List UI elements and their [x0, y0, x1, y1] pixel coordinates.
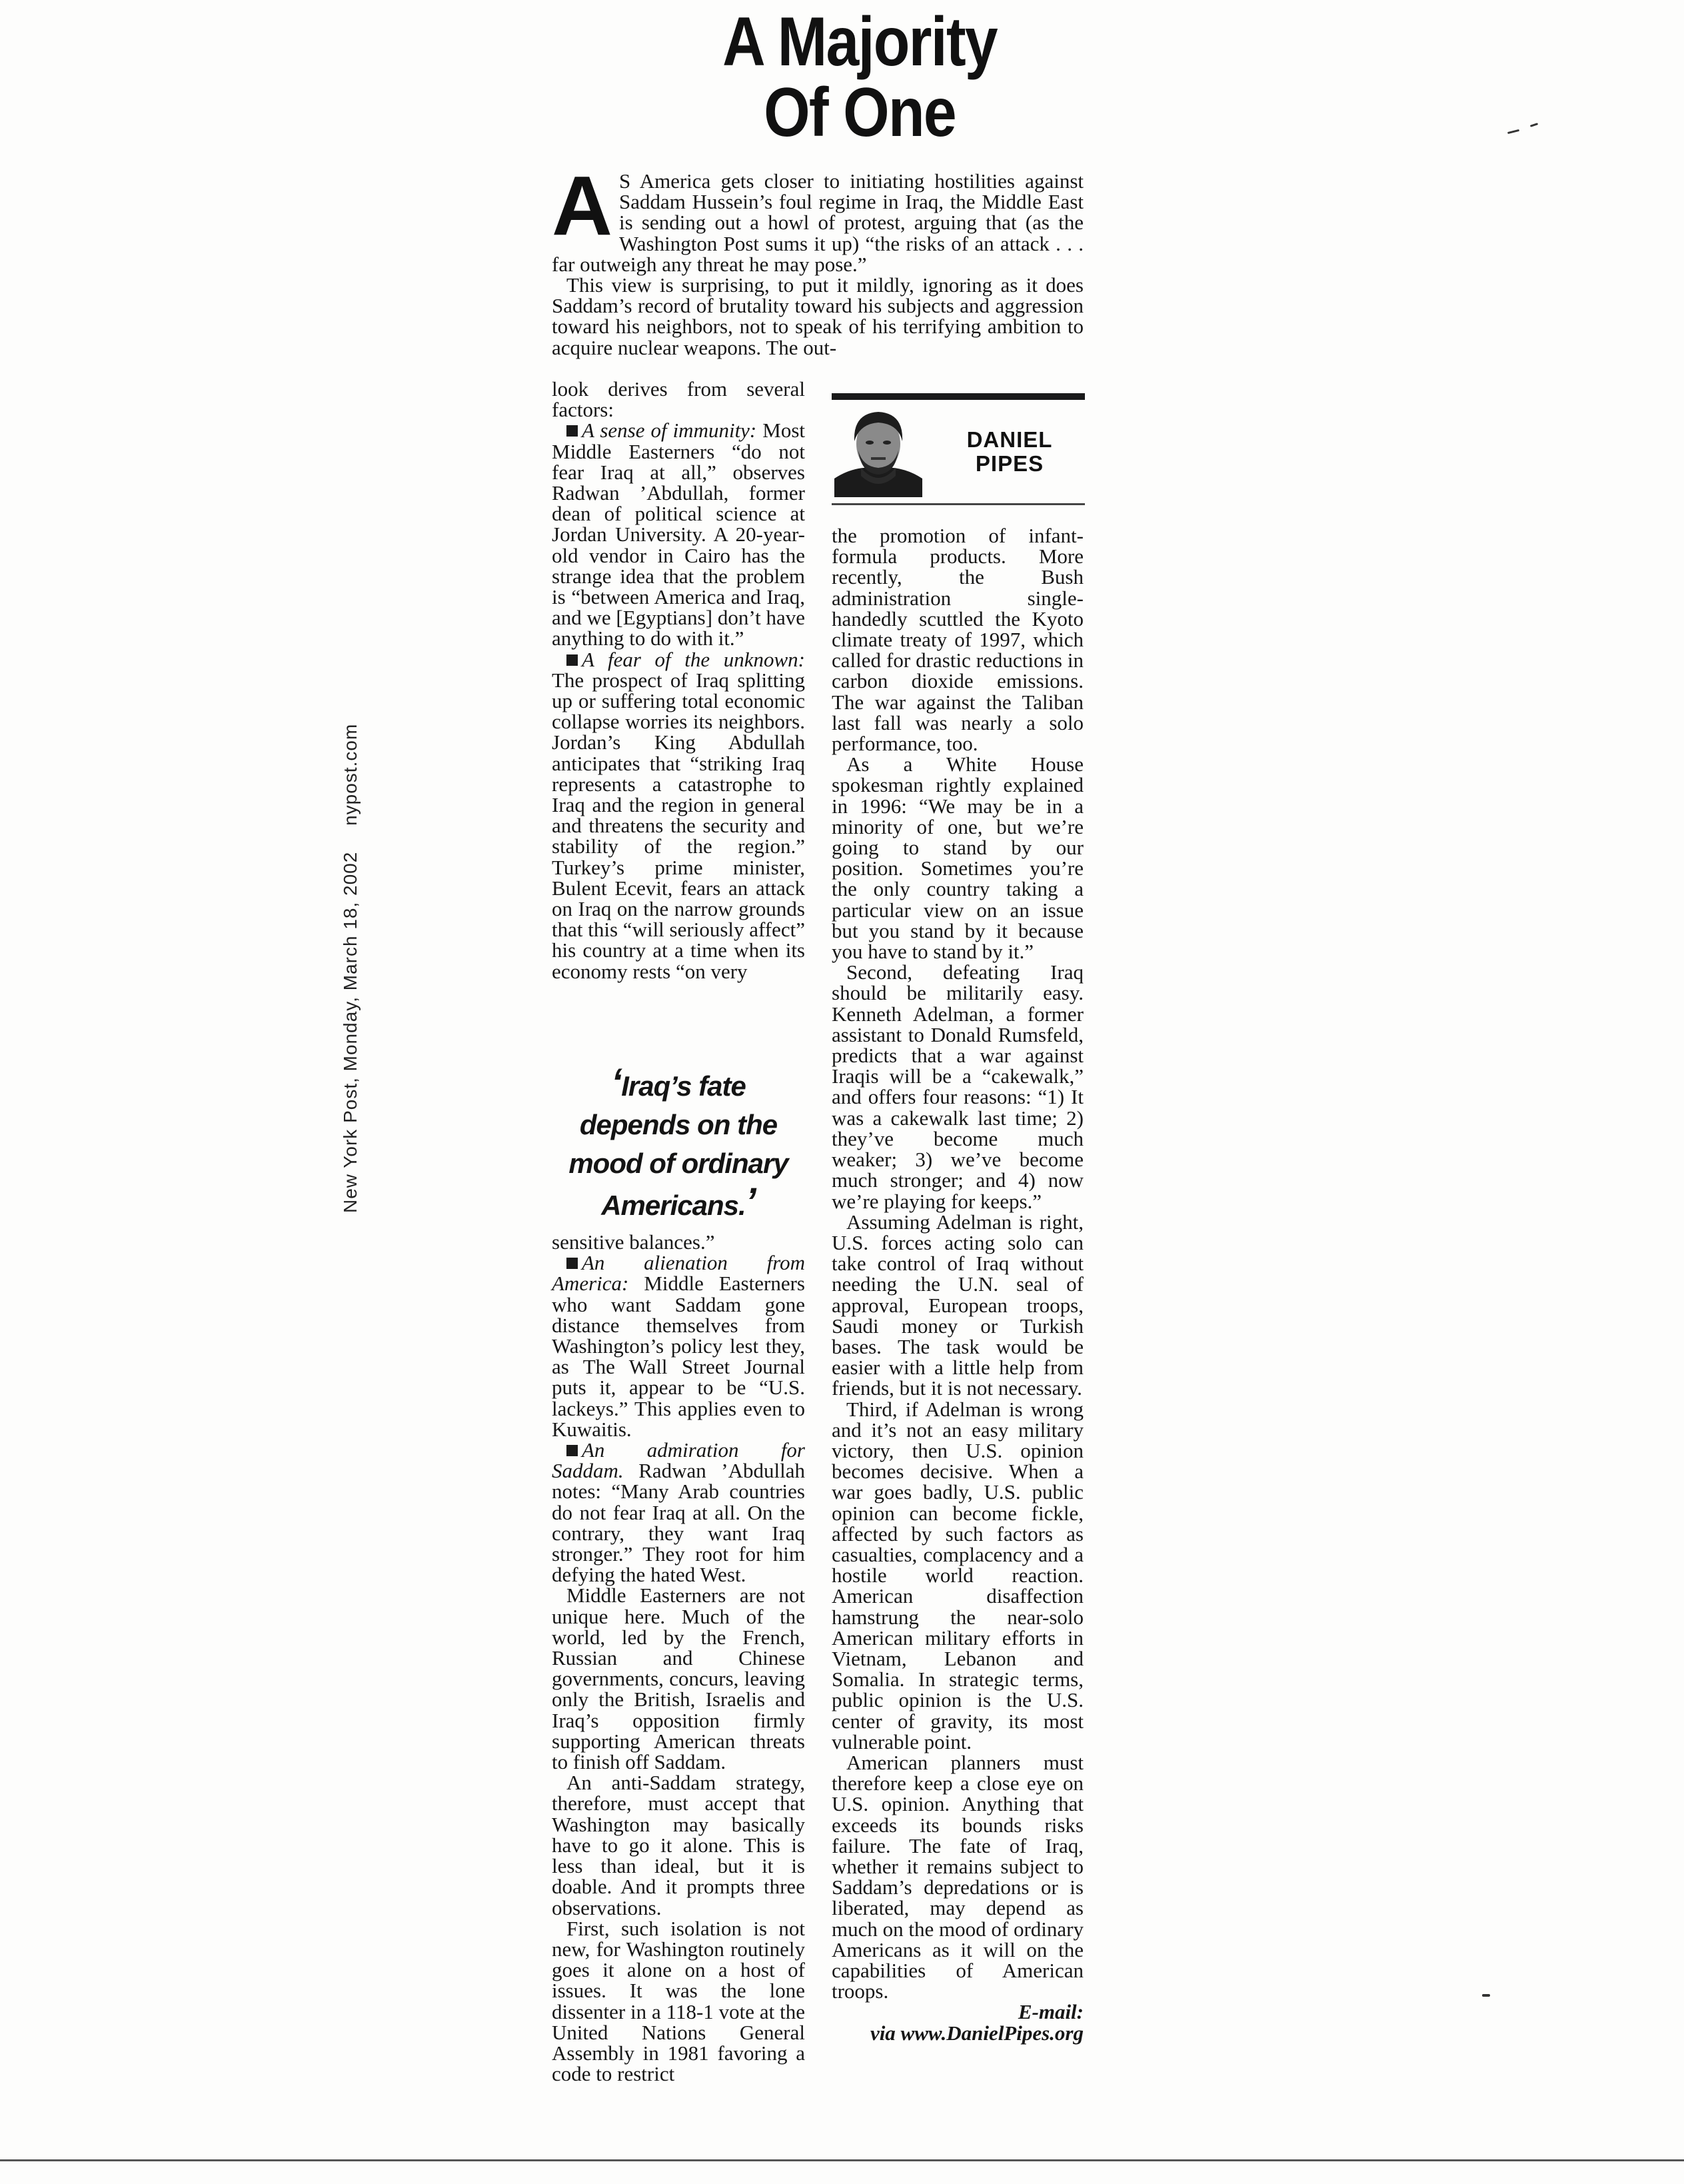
body-paragraph: As a White House spokesman rightly explained in 1996: “We may be in a minority of one, but we’re going to stand by our position. Sometimes you’re the only country taking a particular view on an issue but you stand by it because you have to stand by it.”: [832, 752, 1084, 964]
factor-alienation: [552, 1252, 805, 1440]
author-name: [946, 428, 1073, 476]
body-paragraph: Middle Easterners are not unique here. Much of the world, led by the French, Russian and Chinese governments, concurs, leaving only the British, Israelis and Iraq’s opposition firmly supporting American threats to finish off Saddam.: [552, 1584, 805, 1774]
factor-unknown-text: The prospect of Iraq splitting up or suffering total economic collapse worries its neighbors. Jordan’s King Abdullah anticipates that “striking Iraq represents a catastrophe to Iraq and the region in general and threatens the security and stability of the region.” Turkey’s prime minister, Bulent Ecevit, fears an attack on Iraq on the narrow grounds that this “will seriously affect” his country at a time when its economy rests “on very: [552, 668, 805, 983]
publication-website: nypost.com: [340, 723, 361, 826]
continuation-paragraph: the promotion of infant-formula products. More recently, the Bush administration single-handedly scuttled the Kyoto climate treaty of 1997, which called for drastic reductions in carbon dioxide emissions. The war against the Taliban last fall was nearly a solo performance, too.: [832, 524, 1084, 756]
lede-paragraph: AS America gets closer to initiating hostilities against Saddam Hussein’s foul regime in Iraq, the Middle East is sending out a howl of protest, arguing that (as the Washington Post sums it up) “the risks of an attack . . . far outweigh any threat he may pose.”: [552, 159, 1084, 276]
factor-alienation-title: An alienation from America:: [552, 1251, 805, 1296]
scan-speck: [1507, 129, 1519, 134]
headline-line2: Of One: [764, 74, 956, 151]
body-paragraph: First, such isolation is not new, for Washington routinely goes it alone on a host of issues. It was the lone dissenter in a 118-1 vote at the United Nations General Assembly in 1981 favoring a code to restrict: [552, 1916, 805, 2086]
factor-immunity-title: A sense of immunity:: [582, 419, 757, 443]
pull-quote: [545, 1061, 812, 1225]
bullet-square-icon: [566, 654, 578, 666]
bullet-square-icon: [566, 1445, 578, 1456]
body-paragraph: American planners must therefore keep a close eye on U.S. opinion. Anything that exceeds its bounds risks failure. The fate of Iraq, whether it remains subject to Saddam’s depredations or is liberated, may depend as much on the mood of ordinary Americans as it will on the capabilities of American troops.: [832, 1750, 1084, 2003]
intro-paragraph-2: This view is surprising, to put it mildly, ignoring as it does Saddam’s record of brutality toward his subjects and aggression toward his neighbors, not to speak of his terrifying ambition to acquire nuclear weapons. The out-: [552, 273, 1084, 359]
bullet-square-icon: [566, 1258, 578, 1269]
body-paragraph: Assuming Adelman is right, U.S. forces acting solo can take control of Iraq without needing the U.N. seal of approval, European troops, Saudi money or Turkish bases. The task would be easier with a little help from friends, but it is not necessary.: [832, 1210, 1084, 1400]
email-link[interactable]: via www.DanielPipes.org: [870, 2021, 1084, 2045]
author-first-name: DANIEL: [966, 427, 1053, 452]
page-bottom-rule: [0, 2159, 1684, 2161]
factor-immunity: [552, 420, 805, 648]
column-left-bottom: [552, 1232, 805, 2084]
factor-admiration: [552, 1440, 805, 1585]
publication-sidebar: [331, 613, 371, 1213]
headline-line1: A Majority: [722, 3, 997, 81]
pull-quote-line1: Iraq’s fate: [621, 1070, 746, 1102]
factor-admiration-title: An admiration for Saddam.: [552, 1438, 805, 1483]
body-paragraph: Third, if Adelman is wrong and it’s not an easy military victory, then U.S. opinion becomes decisive. When a war goes badly, U.S. public opinion can become fickle, affected by such factors as casualties, complacency and a hostile world reaction. American disaffection hamstrung the near-solo American military efforts in Vietnam, Lebanon and Somalia. In strategic terms, public opinion is the U.S. center of gravity, its most vulnerable point.: [832, 1397, 1084, 1753]
author-portrait-icon: [834, 404, 922, 497]
headline: [579, 3, 1141, 151]
author-byline: [832, 393, 1085, 505]
factor-immunity-text: Most Middle Easterners “do not fear Iraq at all,” observes Radwan ’Abdullah, former dean of political science at Jordan University. A 20-year-old vendor in Cairo has the strange idea that the problem is “between America and Iraq, and we [Egyptians] don’t have anything to do with it.”: [552, 419, 805, 650]
pull-quote-line4: Americans.: [601, 1190, 746, 1221]
scan-speck: [1530, 123, 1538, 127]
bullet-square-icon: [566, 425, 578, 437]
column-right: [832, 525, 1084, 2043]
factor-alienation-text: Middle Easterners who want Saddam gone distance themselves from Washington’s policy lest they, as The Wall Street Journal puts it, appear to be “U.S. lackeys.” This applies even to Kuwaitis.: [552, 1272, 805, 1441]
factor-unknown: [552, 649, 805, 982]
body-paragraph: An anti-Saddam strategy, therefore, must accept that Washington may basically have to go it alone. This is less than ideal, but it is doable. And it prompts three observations.: [552, 1771, 805, 1919]
publication-dateline: New York Post, Monday, March 18, 2002: [340, 851, 361, 1213]
pull-quote-open-mark: ‘: [611, 1061, 622, 1104]
column-left-top: [552, 379, 805, 982]
article-intro: [552, 159, 1084, 359]
factor-unknown-title: A fear of the unknown:: [582, 647, 805, 671]
email-label: E-mail:: [1018, 2000, 1084, 2024]
body-paragraph: Second, defeating Iraq should be militarily easy. Kenneth Adelman, a former assistant to Donald Rumsfeld, predicts that a war against Iraqis will be a “cakewalk,” and offers four reasons: “1) It was a cakewalk last time; 2) they’ve become much weaker; 3) we’ve become much stronger; and 4) now we’re playing for keeps.”: [832, 960, 1084, 1213]
pull-quote-line2: depends on the: [579, 1109, 778, 1140]
continuation-paragraph: sensitive balances.”: [552, 1230, 715, 1254]
author-last-name: PIPES: [975, 451, 1044, 476]
pull-quote-line3: mood of ordinary: [568, 1148, 788, 1179]
factor-admiration-text: Radwan ’Abdullah notes: “Many Arab countries do not fear Iraq at all. On the contrary, they want Iraq stronger.” They root for him defying the hated West.: [552, 1459, 806, 1587]
intro-paragraph-end: look derives from several factors:: [552, 377, 805, 422]
pull-quote-close-mark: ’: [745, 1180, 756, 1224]
scan-speck: [1482, 1994, 1490, 1997]
